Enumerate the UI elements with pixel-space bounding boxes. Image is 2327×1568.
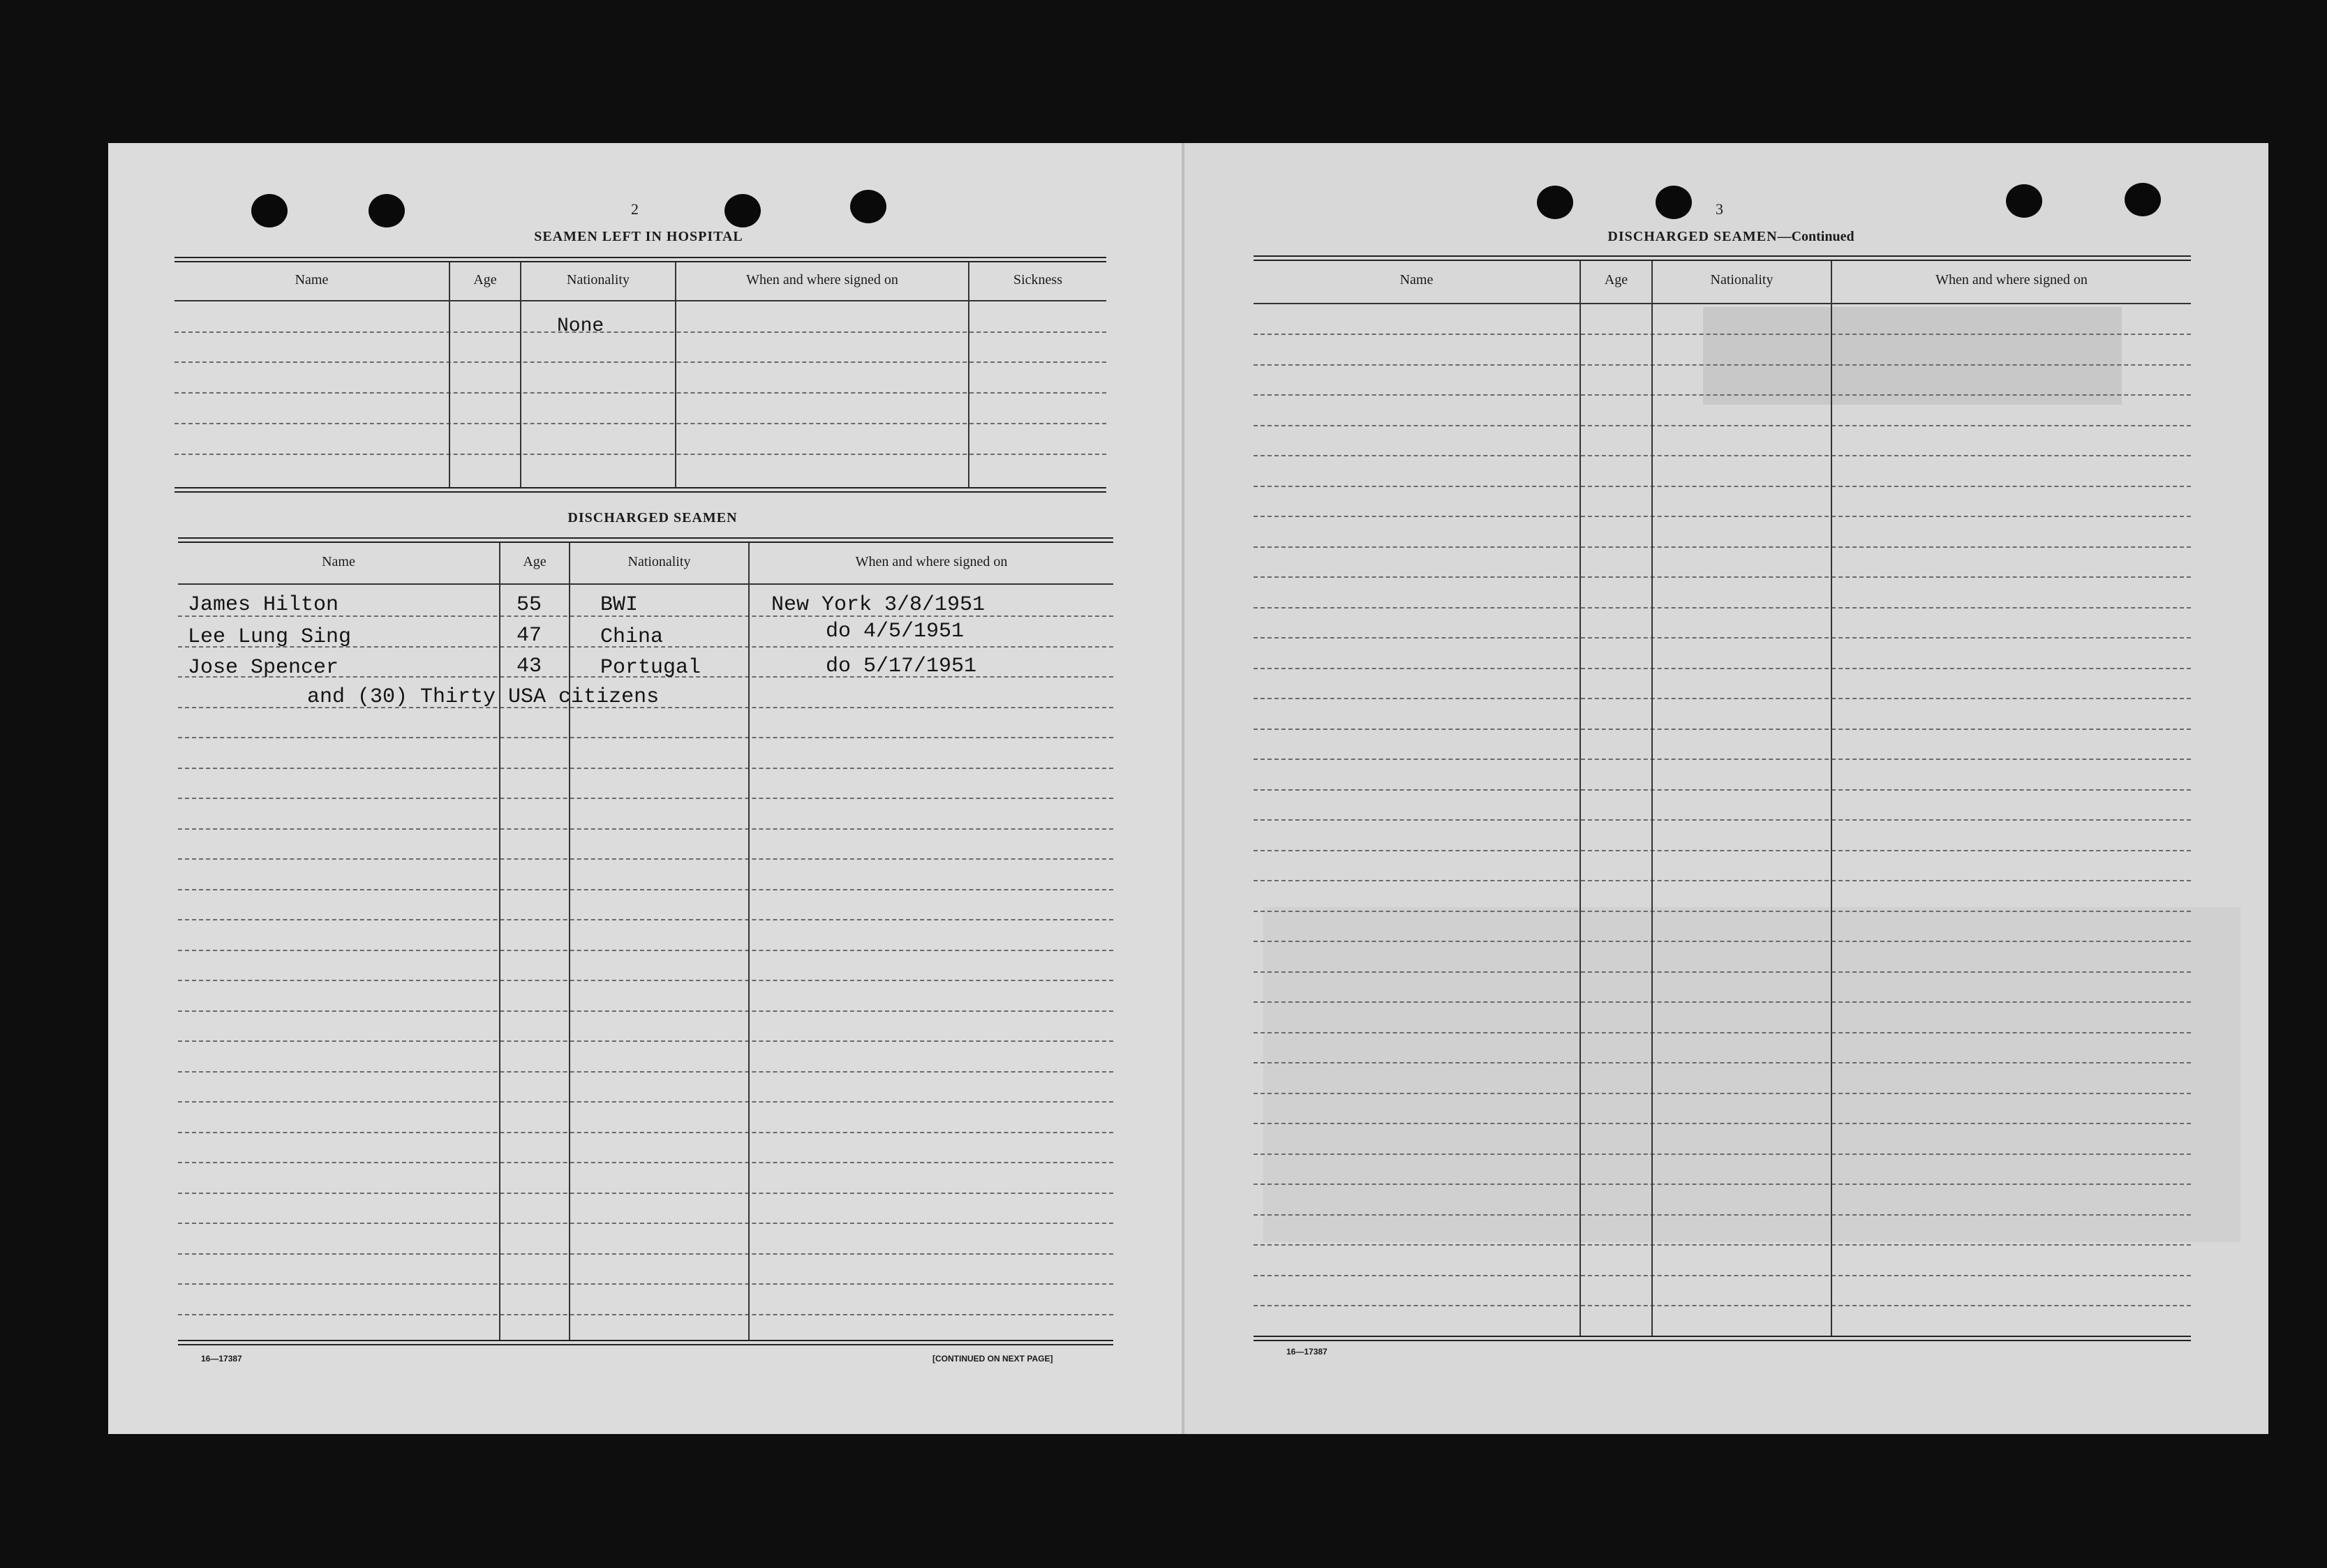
page-fold: [1182, 143, 1184, 1434]
ruled-line: [1254, 425, 2191, 426]
ruled-line: [1254, 486, 2191, 487]
ruled-line: [178, 1223, 1113, 1224]
seaman-nationality: BWI: [600, 593, 639, 617]
ruled-line: [178, 1162, 1113, 1163]
column-header-age: Age: [473, 272, 497, 288]
ruled-line: [178, 1193, 1113, 1194]
seaman-age: 43: [516, 655, 542, 678]
discharged-continued-title-suffix: —Continued: [1777, 229, 1854, 244]
column-header-name: Name: [1399, 272, 1434, 288]
ruled-line: [1254, 1001, 2191, 1003]
column-header-age: Age: [523, 554, 547, 569]
seaman-signed-on: do 5/17/1951: [826, 655, 977, 678]
ruled-line: [1254, 546, 2191, 548]
ruled-line: [1254, 1214, 2191, 1216]
punch-hole: [1656, 186, 1692, 219]
hospital-entry-none: None: [557, 315, 604, 337]
ruled-line: [1254, 455, 2191, 456]
seaman-name: Lee Lung Sing: [188, 625, 352, 649]
ruled-line: [178, 1101, 1113, 1103]
discharged-continued-title-main: DISCHARGED SEAMEN: [1607, 229, 1778, 244]
ruled-line: [1254, 1184, 2191, 1185]
seaman-signed-on: do 4/5/1951: [826, 620, 965, 643]
ruled-line: [1254, 334, 2191, 335]
ruled-line: [1254, 1244, 2191, 1246]
seaman-nationality: Portugal: [600, 656, 701, 680]
column-header-signed-on: When and where signed on: [855, 554, 1008, 569]
ruled-line: [1254, 819, 2191, 821]
ruled-line: [178, 858, 1113, 860]
column-header-sickness: Sickness: [1013, 272, 1062, 288]
punch-hole: [369, 194, 405, 227]
ruled-line: [178, 1040, 1113, 1042]
ruled-line: [178, 1283, 1113, 1285]
form-number: 16—17387: [201, 1354, 242, 1364]
seaman-name: Jose Spencer: [188, 656, 339, 680]
column-header-nationality: Nationality: [567, 272, 630, 288]
continued-note: [CONTINUED ON NEXT PAGE]: [932, 1354, 1053, 1364]
ruled-line: [178, 919, 1113, 920]
seaman-name: James Hilton: [188, 593, 339, 617]
column-header-name: Name: [295, 272, 329, 288]
ruled-line: [178, 1132, 1113, 1133]
ruled-line: [1254, 364, 2191, 366]
ruled-line: [1254, 971, 2191, 973]
ruled-line: [1254, 394, 2191, 396]
ruled-line: [1254, 880, 2191, 881]
ruled-line: [1254, 637, 2191, 639]
ruled-line: [1254, 698, 2191, 699]
punch-hole: [251, 194, 288, 227]
ruled-line: [1254, 1093, 2191, 1094]
ruled-line: [178, 768, 1113, 769]
column-header-nationality: Nationality: [1710, 272, 1774, 288]
ruled-line: [178, 1010, 1113, 1012]
column-header-signed-on: When and where signed on: [1935, 272, 2088, 288]
punch-hole: [850, 190, 886, 223]
punch-hole: [724, 194, 761, 227]
seaman-nationality: China: [600, 625, 664, 649]
column-header-name: Name: [322, 554, 355, 569]
hospital-table: [174, 257, 1106, 494]
ruled-line: [1254, 911, 2191, 912]
ruled-line: [178, 798, 1113, 799]
ruled-line: [1254, 668, 2191, 669]
discharged-note: and (30) Thirty USA citizens: [307, 685, 660, 709]
ruled-line: [1254, 759, 2191, 760]
ruled-line: [1254, 729, 2191, 730]
ruled-line: [178, 1071, 1113, 1073]
ruled-line: [1254, 850, 2191, 851]
ruled-line: [178, 950, 1113, 951]
page-number: 2: [631, 200, 639, 218]
discharged-section-title: DISCHARGED SEAMEN: [567, 510, 738, 525]
seaman-age: 55: [516, 593, 542, 617]
ruled-line: [178, 1314, 1113, 1315]
column-header-age: Age: [1604, 272, 1628, 288]
ruled-line: [1254, 576, 2191, 578]
ruled-line: [178, 889, 1113, 890]
ruled-line: [1254, 607, 2191, 608]
ruled-line: [1254, 1275, 2191, 1276]
discharged-continued-title: [1494, 229, 1968, 245]
ruled-line: [178, 1253, 1113, 1255]
hospital-section-title: SEAMEN LEFT IN HOSPITAL: [534, 229, 743, 244]
ruled-line: [1254, 941, 2191, 942]
page-number: 3: [1716, 200, 1723, 218]
ruled-line: [1254, 516, 2191, 517]
punch-hole: [1537, 186, 1573, 219]
ruled-line: [1254, 789, 2191, 791]
column-header-signed-on: When and where signed on: [746, 272, 898, 288]
ruled-line: [1254, 1153, 2191, 1155]
ruled-line: [1254, 1032, 2191, 1033]
discharged-table: [178, 537, 1113, 1347]
ruled-line: [178, 737, 1113, 738]
column-header-nationality: Nationality: [627, 554, 691, 569]
discharged-continued-table: [1254, 255, 2191, 1344]
ruled-line: [1254, 1305, 2191, 1306]
ruled-line: [178, 828, 1113, 830]
punch-hole: [2125, 183, 2161, 216]
form-number: 16—17387: [1286, 1347, 1328, 1357]
ruled-line: [1254, 1123, 2191, 1124]
seaman-age: 47: [516, 624, 542, 648]
ruled-line: [178, 980, 1113, 981]
seaman-signed-on: New York 3/8/1951: [771, 593, 986, 617]
punch-hole: [2006, 184, 2042, 218]
ruled-line: [1254, 1062, 2191, 1063]
